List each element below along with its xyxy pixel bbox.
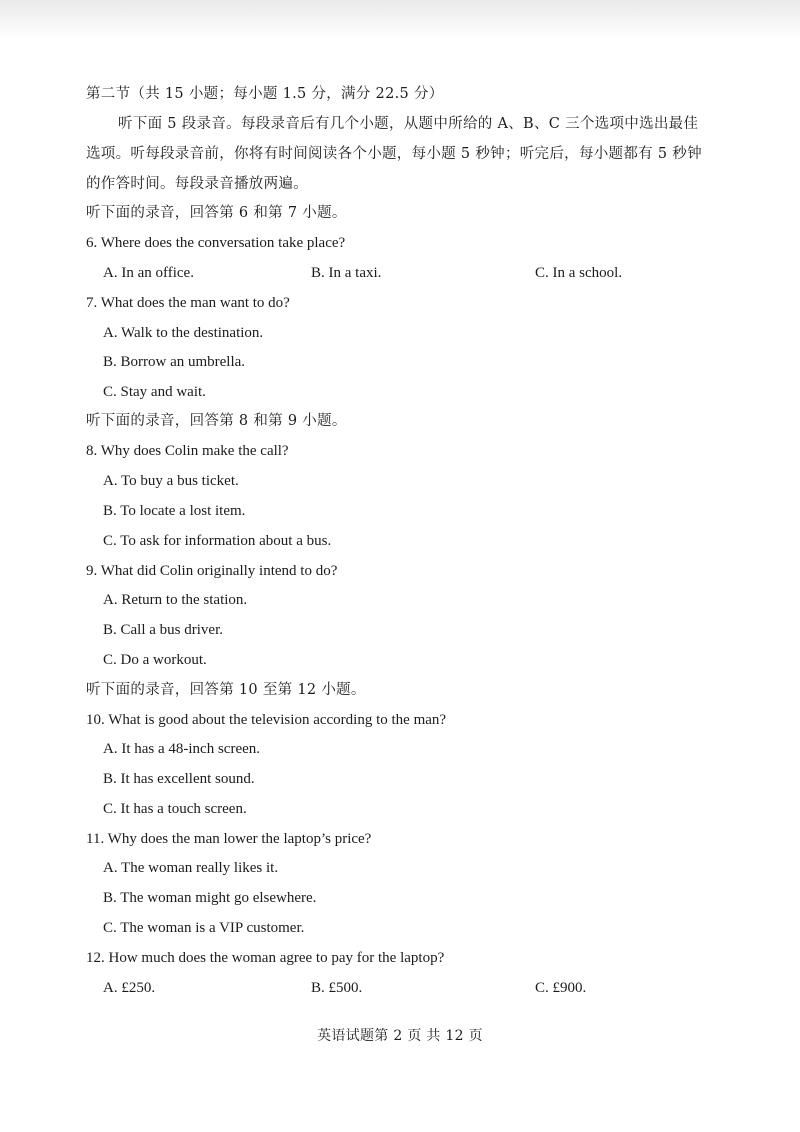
question-stem: 11. Why does the man lower the laptop’s price?	[86, 831, 372, 847]
question-stem: 10. What is good about the television according to the man?	[86, 712, 447, 728]
option: C. £900.	[535, 980, 587, 996]
option: C. To ask for information about a bus.	[103, 533, 332, 549]
option: A. Walk to the destination.	[103, 325, 264, 341]
option: B. To locate a lost item.	[103, 503, 246, 519]
group-intro: 听下面的录音，回答第 6 和第 7 小题。	[86, 205, 347, 221]
question-stem: 12. How much does the woman agree to pay for the laptop?	[86, 950, 445, 966]
page-footer: 英语试题第 2 页 共 12 页	[317, 1028, 483, 1044]
group-intro: 听下面的录音，回答第 10 至第 12 小题。	[86, 682, 366, 698]
option: C. It has a touch screen.	[103, 801, 247, 817]
question-stem: 9. What did Colin originally intend to do?	[86, 563, 338, 579]
option: A. £250.	[103, 980, 156, 996]
option: A. It has a 48-inch screen.	[103, 741, 261, 757]
question-stem: 7. What does the man want to do?	[86, 295, 290, 311]
option: B. In a taxi.	[311, 265, 382, 281]
option: A. To buy a bus ticket.	[103, 473, 239, 489]
question-stem: 8. Why does Colin make the call?	[86, 443, 289, 459]
option: C. Do a workout.	[103, 652, 207, 668]
option: B. £500.	[311, 980, 363, 996]
option: A. The woman really likes it.	[103, 860, 279, 876]
scan-shadow	[0, 0, 800, 40]
instruction-line: 的作答时间。每段录音播放两遍。	[86, 176, 308, 192]
option: C. In a school.	[535, 265, 623, 281]
option: C. The woman is a VIP customer.	[103, 920, 305, 936]
option: C. Stay and wait.	[103, 384, 206, 400]
section-heading: 第二节（共 15 小题；每小题 1.5 分，满分 22.5 分）	[86, 86, 444, 102]
instruction-line: 选项。听每段录音前，你将有时间阅读各个小题，每小题 5 秒钟；听完后，每小题都有 5 秒钟	[86, 146, 702, 162]
option: A. Return to the station.	[103, 592, 248, 608]
option: B. Borrow an umbrella.	[103, 354, 246, 370]
question-stem: 6. Where does the conversation take place?	[86, 235, 346, 251]
instruction-line: 听下面 5 段录音。每段录音后有几个小题，从题中所给的 A、B、C 三个选项中选出最佳	[118, 116, 699, 132]
option: B. It has excellent sound.	[103, 771, 255, 787]
option: A. In an office.	[103, 265, 194, 281]
group-intro: 听下面的录音，回答第 8 和第 9 小题。	[86, 413, 347, 429]
option: B. Call a bus driver.	[103, 622, 223, 638]
option: B. The woman might go elsewhere.	[103, 890, 317, 906]
